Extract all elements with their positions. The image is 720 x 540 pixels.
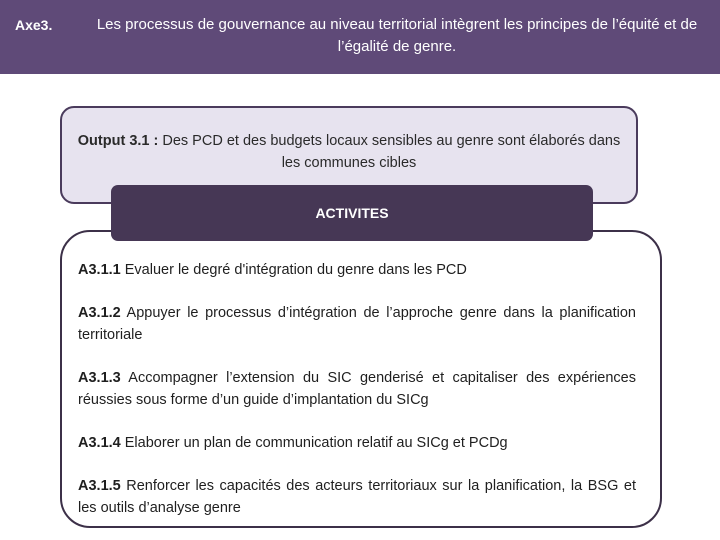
activity-code: A3.1.5: [78, 478, 121, 494]
axis-header: [0, 0, 720, 74]
activity-text: Accompagner l’extension du SIC genderisé et capitaliser des expériences réussies sous forme d’un guide d’implantation du SICg: [78, 370, 636, 408]
activity-text: Renforcer les capacités des acteurs territoriaux sur la planification, la BSG et les outils d’analyse genre: [78, 478, 636, 516]
activity-text: Evaluer le degré d'intégration du genre dans les PCD: [120, 262, 467, 278]
activity-item: [78, 432, 636, 454]
activity-item: [78, 367, 636, 411]
activity-text: Appuyer le processus d’intégration de l’approche genre dans la planification territoriale: [78, 305, 636, 343]
activity-code: A3.1.4: [78, 435, 121, 451]
axis-label: Axe3.: [15, 17, 53, 33]
activity-item: [78, 259, 636, 281]
output-description: Des PCD et des budgets locaux sensibles au genre sont élaborés dans les communes cibles: [158, 133, 621, 171]
output-label: Output 3.1 :: [77, 133, 159, 149]
output-statement: [62, 130, 636, 174]
activity-code: A3.1.3: [78, 370, 121, 386]
activity-code: A3.1.2: [78, 305, 121, 321]
activity-item: [78, 302, 636, 346]
axis-title: Les processus de gouvernance au niveau territorial intègrent les principes de l’équité et de l’égalité de genre.: [96, 16, 698, 55]
activity-code: A3.1.1: [78, 262, 121, 278]
activities-banner: ACTIVITES: [111, 185, 593, 241]
activity-item: [78, 475, 636, 519]
activity-text: Elaborer un plan de communication relatif au SICg et PCDg: [120, 435, 508, 451]
